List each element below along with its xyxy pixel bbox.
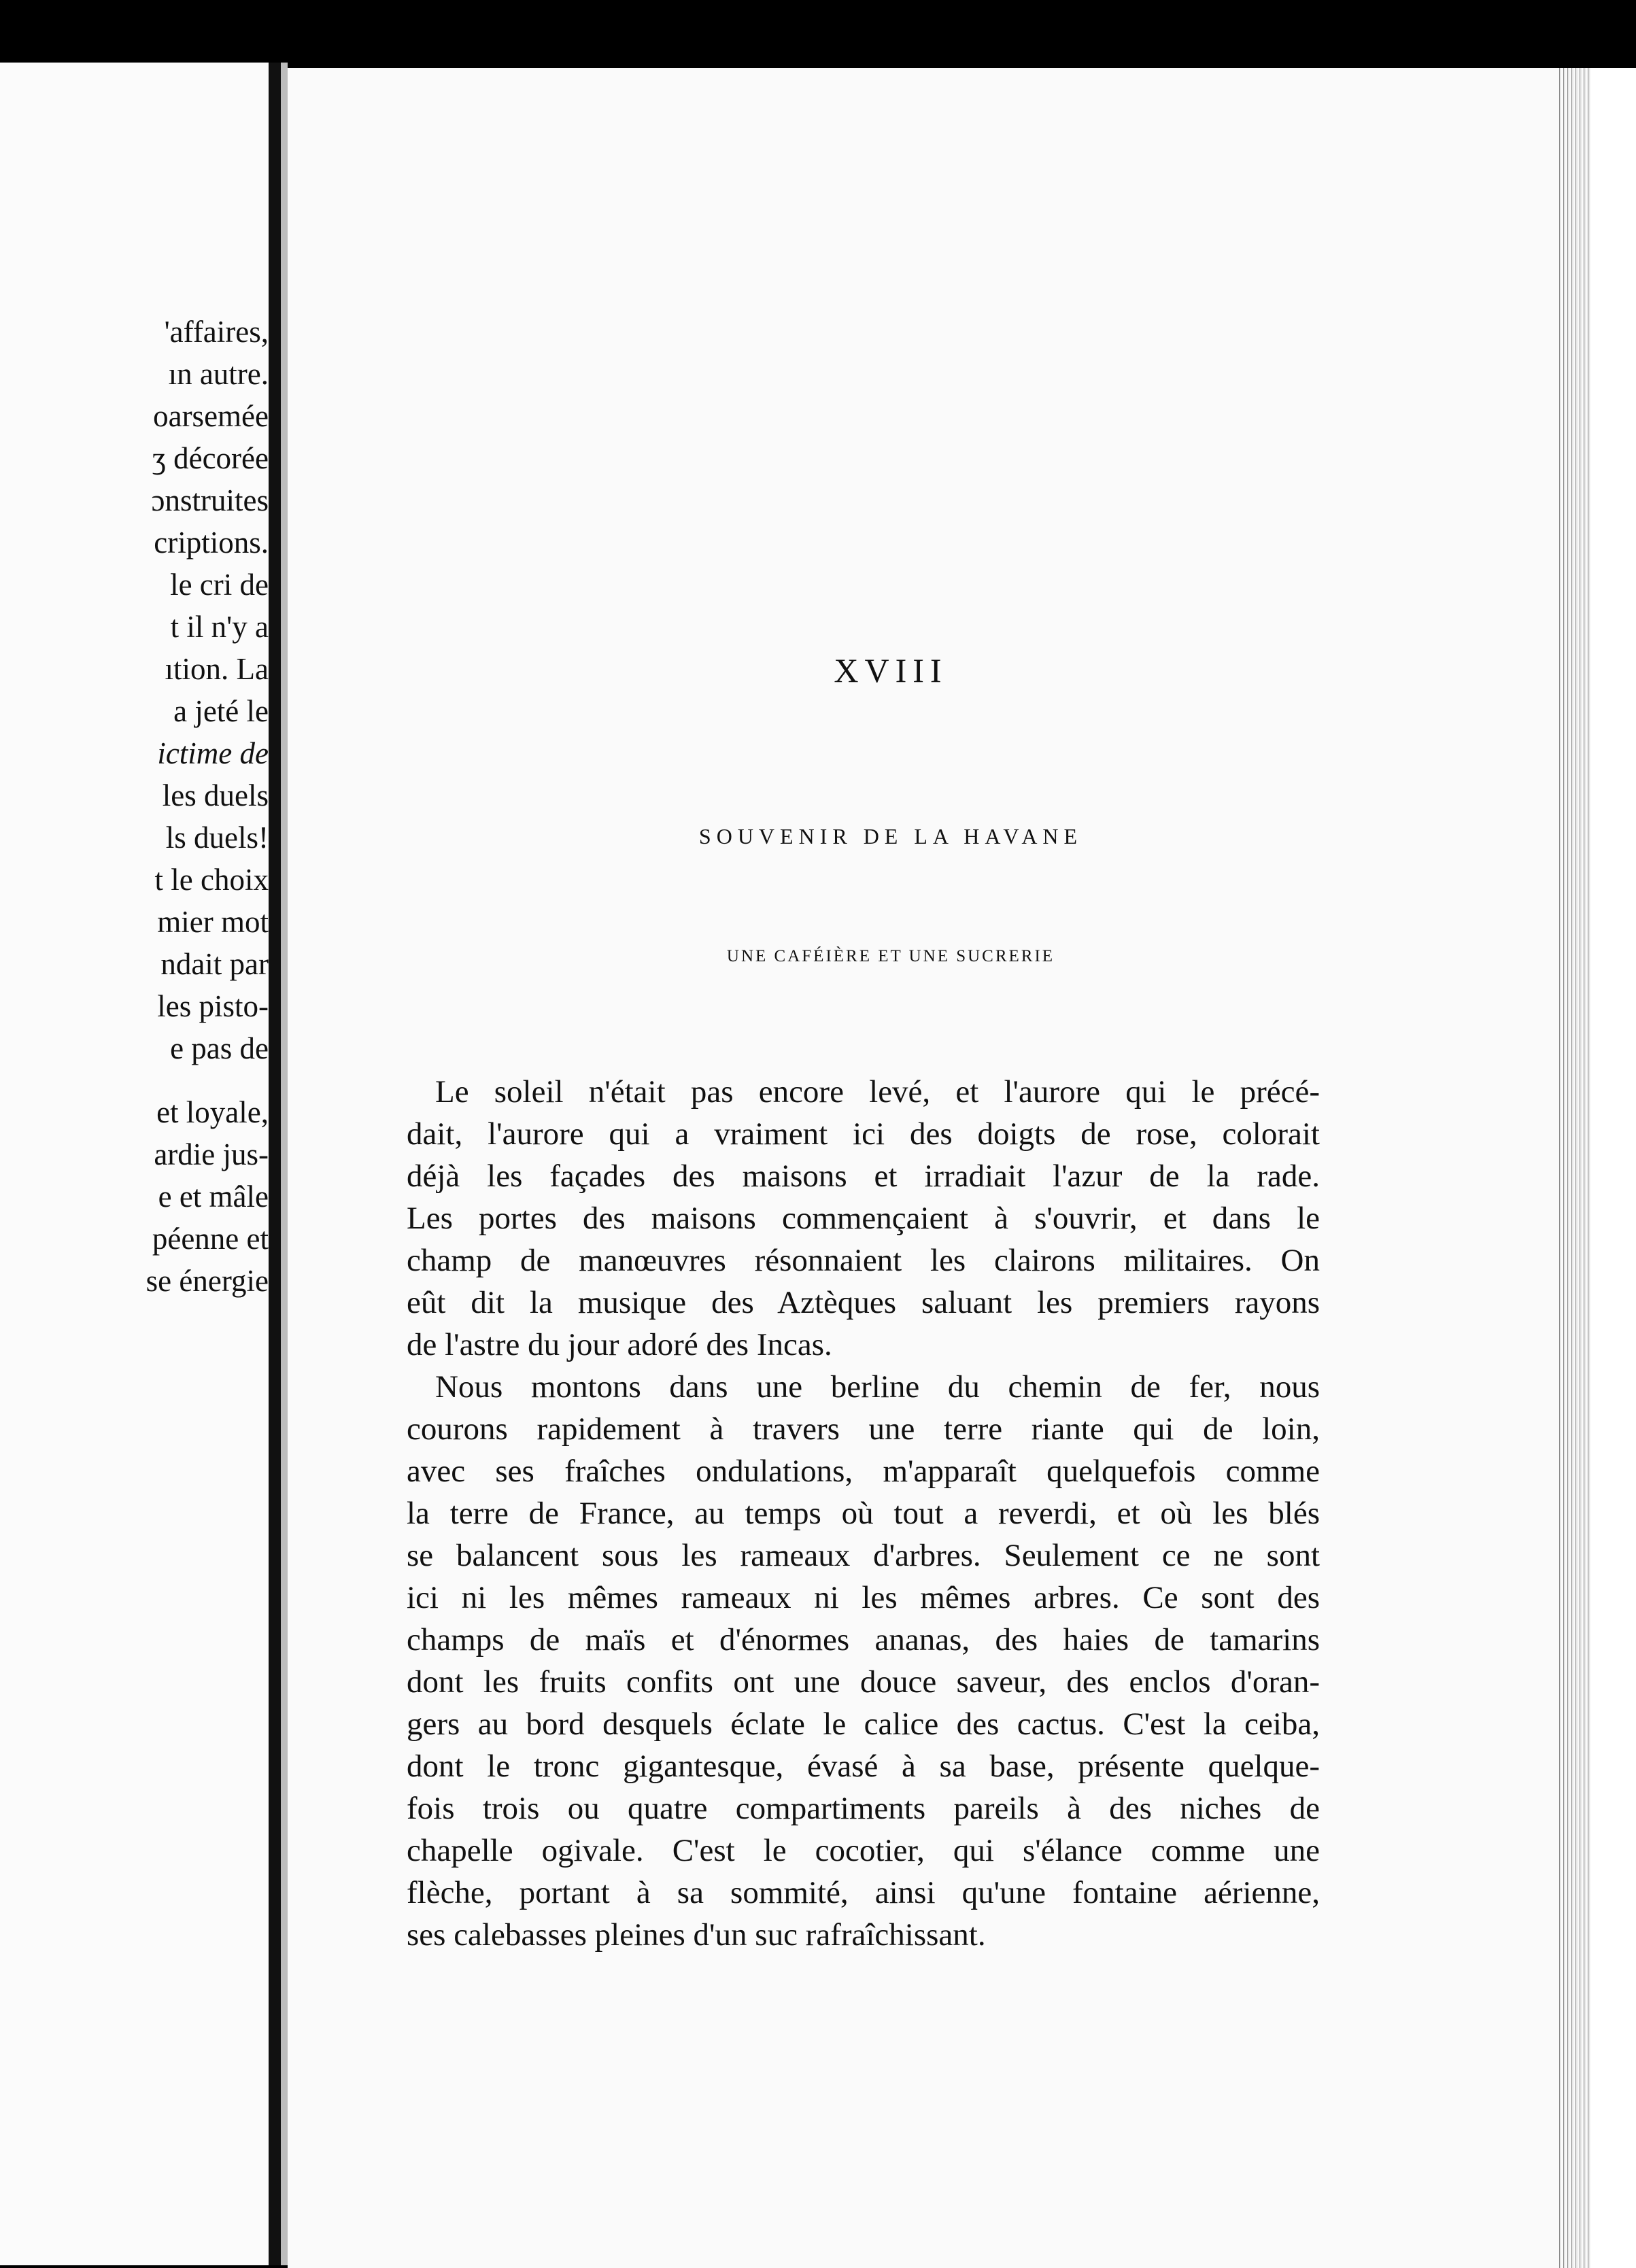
- body-line: ses calebasses pleines d'un suc rafraîchissant.: [407, 1917, 986, 1953]
- body-line: gers au bord desquels éclate le calice des cactus. C'est la ceiba,: [407, 1706, 1320, 1742]
- gutter-shadow: [281, 63, 288, 2265]
- body-line: champs de maïs et d'énormes ananas, des haies de tamarins: [407, 1622, 1320, 1657]
- body-line: courons rapidement à travers une terre riante qui de loin,: [407, 1411, 1320, 1447]
- left-page-line: oarsemée: [153, 399, 269, 433]
- left-page-line: ls duels!: [165, 821, 269, 855]
- left-page-line: [0, 1069, 269, 1091]
- body-line: flèche, portant à sa sommité, ainsi qu'une fontaine aérienne,: [407, 1875, 1320, 1910]
- book-gutter: [269, 63, 281, 2265]
- body-line: ici ni les mêmes rameaux ni les mêmes arbres. Ce sont des: [407, 1580, 1320, 1615]
- left-page-line: criptions.: [154, 526, 269, 560]
- body-line: dait, l'aurore qui a vraiment ici des doigts de rose, colorait: [407, 1116, 1320, 1152]
- body-line: se balancent sous les rameaux d'arbres. Seulement ce ne sont: [407, 1538, 1320, 1573]
- left-page-line: e et mâle: [158, 1180, 269, 1214]
- body-line: Les portes des maisons commençaient à s'ouvrir, et dans le: [407, 1201, 1320, 1236]
- left-facing-page: [0, 63, 269, 2265]
- body-line: la terre de France, au temps où tout a reverdi, et où les blés: [407, 1496, 1320, 1531]
- left-page-line: e pas de: [170, 1031, 269, 1065]
- body-line: dont le tronc gigantesque, évasé à sa base, présente quelque-: [407, 1749, 1320, 1784]
- left-page-line: et loyale,: [156, 1095, 269, 1129]
- left-page-line: 'affaires,: [164, 315, 269, 349]
- left-page-line: péenne et: [152, 1222, 269, 1256]
- body-line: avec ses fraîches ondulations, m'apparaît quelquefois comme: [407, 1454, 1320, 1489]
- chapter-subtitle: UNE CAFÉIÈRE ET UNE SUCRERIE: [726, 947, 1055, 965]
- left-page-line: ictime de: [157, 736, 269, 770]
- body-line: dont les fruits confits ont une douce saveur, des enclos d'oran-: [407, 1664, 1320, 1700]
- body-line: chapelle ogivale. C'est le cocotier, qui s'élance comme une: [407, 1833, 1320, 1868]
- body-line: eût dit la musique des Aztèques saluant les premiers rayons: [407, 1285, 1320, 1320]
- body-line: champ de manœuvres résonnaient les clairons militaires. On: [407, 1243, 1320, 1278]
- left-page-line: le cri de: [170, 568, 269, 602]
- left-page-line: ɔnstruites: [151, 483, 269, 517]
- page-edge-margin: [1591, 68, 1636, 2268]
- left-page-line: ın autre.: [168, 357, 269, 391]
- left-page-line: les duels: [162, 778, 269, 812]
- left-page-line: se énergie: [146, 1264, 269, 1298]
- body-line: déjà les façades des maisons et irradiait l'azur de la rade.: [407, 1158, 1320, 1194]
- left-page-line: ʒ décorée: [152, 441, 269, 475]
- left-page-line: ardie jus-: [154, 1137, 269, 1171]
- chapter-number: XVIII: [834, 651, 948, 689]
- left-page-line: mier mot: [157, 905, 269, 939]
- body-line: de l'astre du jour adoré des Incas.: [407, 1327, 832, 1362]
- left-page-line: les pisto-: [157, 989, 269, 1023]
- left-page-line: t le choix: [154, 863, 269, 897]
- chapter-body: [407, 1071, 1320, 1956]
- left-page-line: ıtion. La: [165, 652, 269, 686]
- left-page-line: a jeté le: [173, 694, 269, 728]
- chapter-title: SOUVENIR DE LA HAVANE: [698, 824, 1083, 848]
- left-page-line: t il n'y a: [170, 610, 269, 644]
- left-page-text: [0, 311, 269, 1302]
- body-line: fois trois ou quatre compartiments pareils à des niches de: [407, 1791, 1320, 1826]
- body-line: Nous montons dans une berline du chemin de fer, nous: [435, 1369, 1320, 1405]
- left-page-line: ndait par: [160, 947, 269, 981]
- body-line: Le soleil n'était pas encore levé, et l'aurore qui le précé-: [435, 1074, 1320, 1110]
